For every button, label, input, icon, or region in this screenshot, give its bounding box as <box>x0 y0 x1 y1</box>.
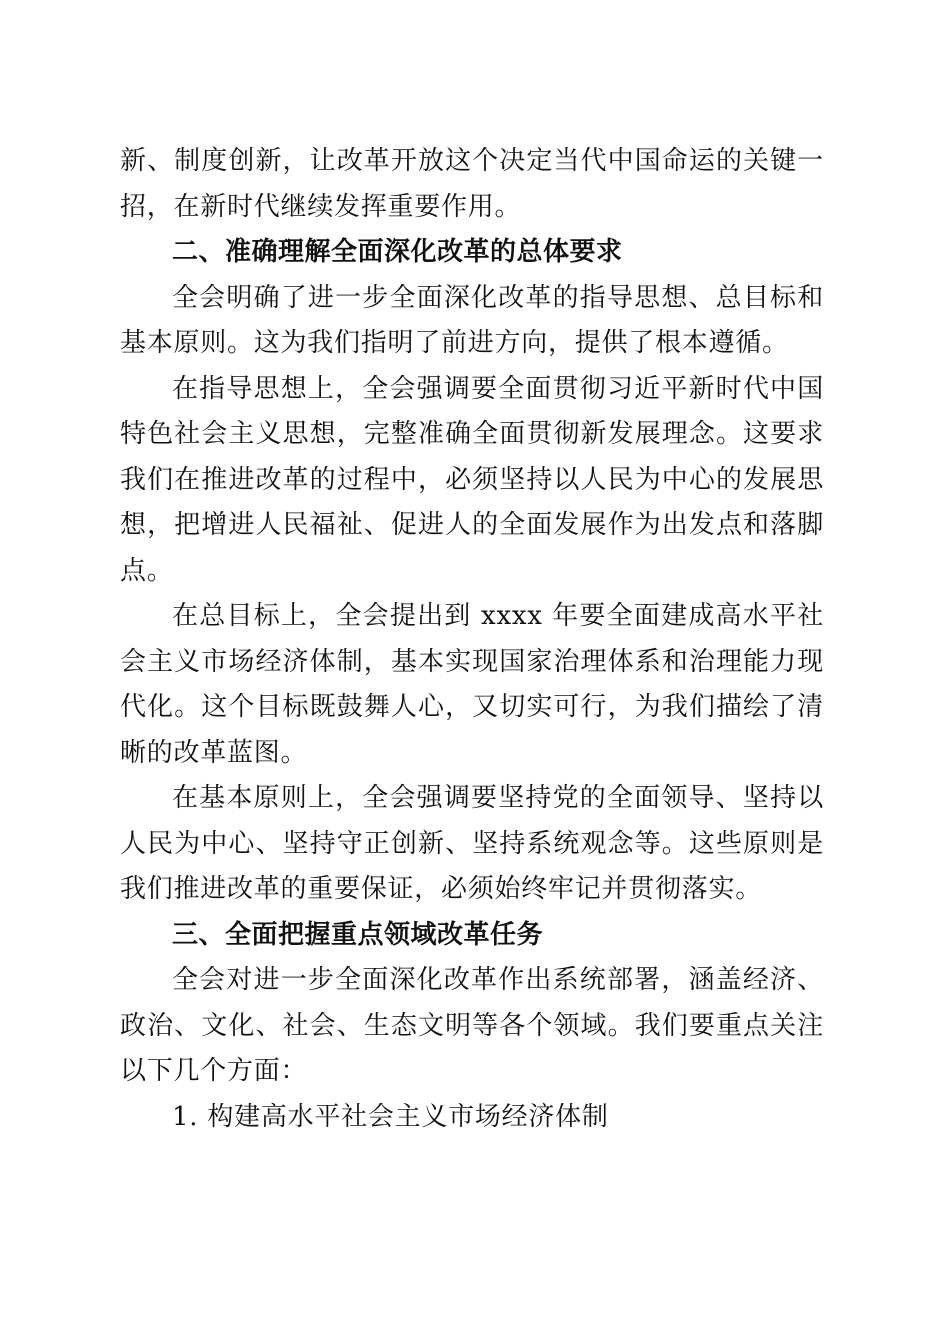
paragraph: 全会对进一步全面深化改革作出系统部署，涵盖经济、政治、文化、社会、生态文明等各个领域。我们要重点关注以下几个方面： <box>120 965 824 1086</box>
paragraph: 在指导思想上，全会强调要全面贯彻习近平新时代中国特色社会主义思想，完整准确全面贯彻新发展理念。这要求我们在推进改革的过程中，必须坚持以人民为中心的发展思想，把增进人民福祉、促进人的全面发展作为出发点和落脚点。 <box>120 373 824 586</box>
document-body <box>120 139 824 1140</box>
paragraph: 在基本原则上，全会强调要坚持党的全面领导、坚持以人民为中心、坚持守正创新、坚持系统观念等。这些原则是我们推进改革的重要保证，必须始终牢记并贯彻落实。 <box>120 783 824 904</box>
paragraph: 全会明确了进一步全面深化改革的指导思想、总目标和基本原则。这为我们指明了前进方向，提供了根本遵循。 <box>120 282 824 358</box>
list-item-heading: 1. 构建高水平社会主义市场经济体制 <box>172 1101 609 1132</box>
paragraph: 在总目标上，全会提出到 xxxx 年要全面建成高水平社会主义市场经济体制，基本实现国家治理体系和治理能力现代化。这个目标既鼓舞人心，又切实可行，为我们描绘了清晰的改革蓝图。 <box>120 601 824 768</box>
section-two-heading: 二、准确理解全面深化改革的总体要求 <box>172 237 623 267</box>
paragraph-continuation: 新、制度创新，让改革开放这个决定当代中国命运的关键一招，在新时代继续发挥重要作用。 <box>120 146 824 222</box>
section-three-heading: 三、全面把握重点领域改革任务 <box>172 919 544 950</box>
